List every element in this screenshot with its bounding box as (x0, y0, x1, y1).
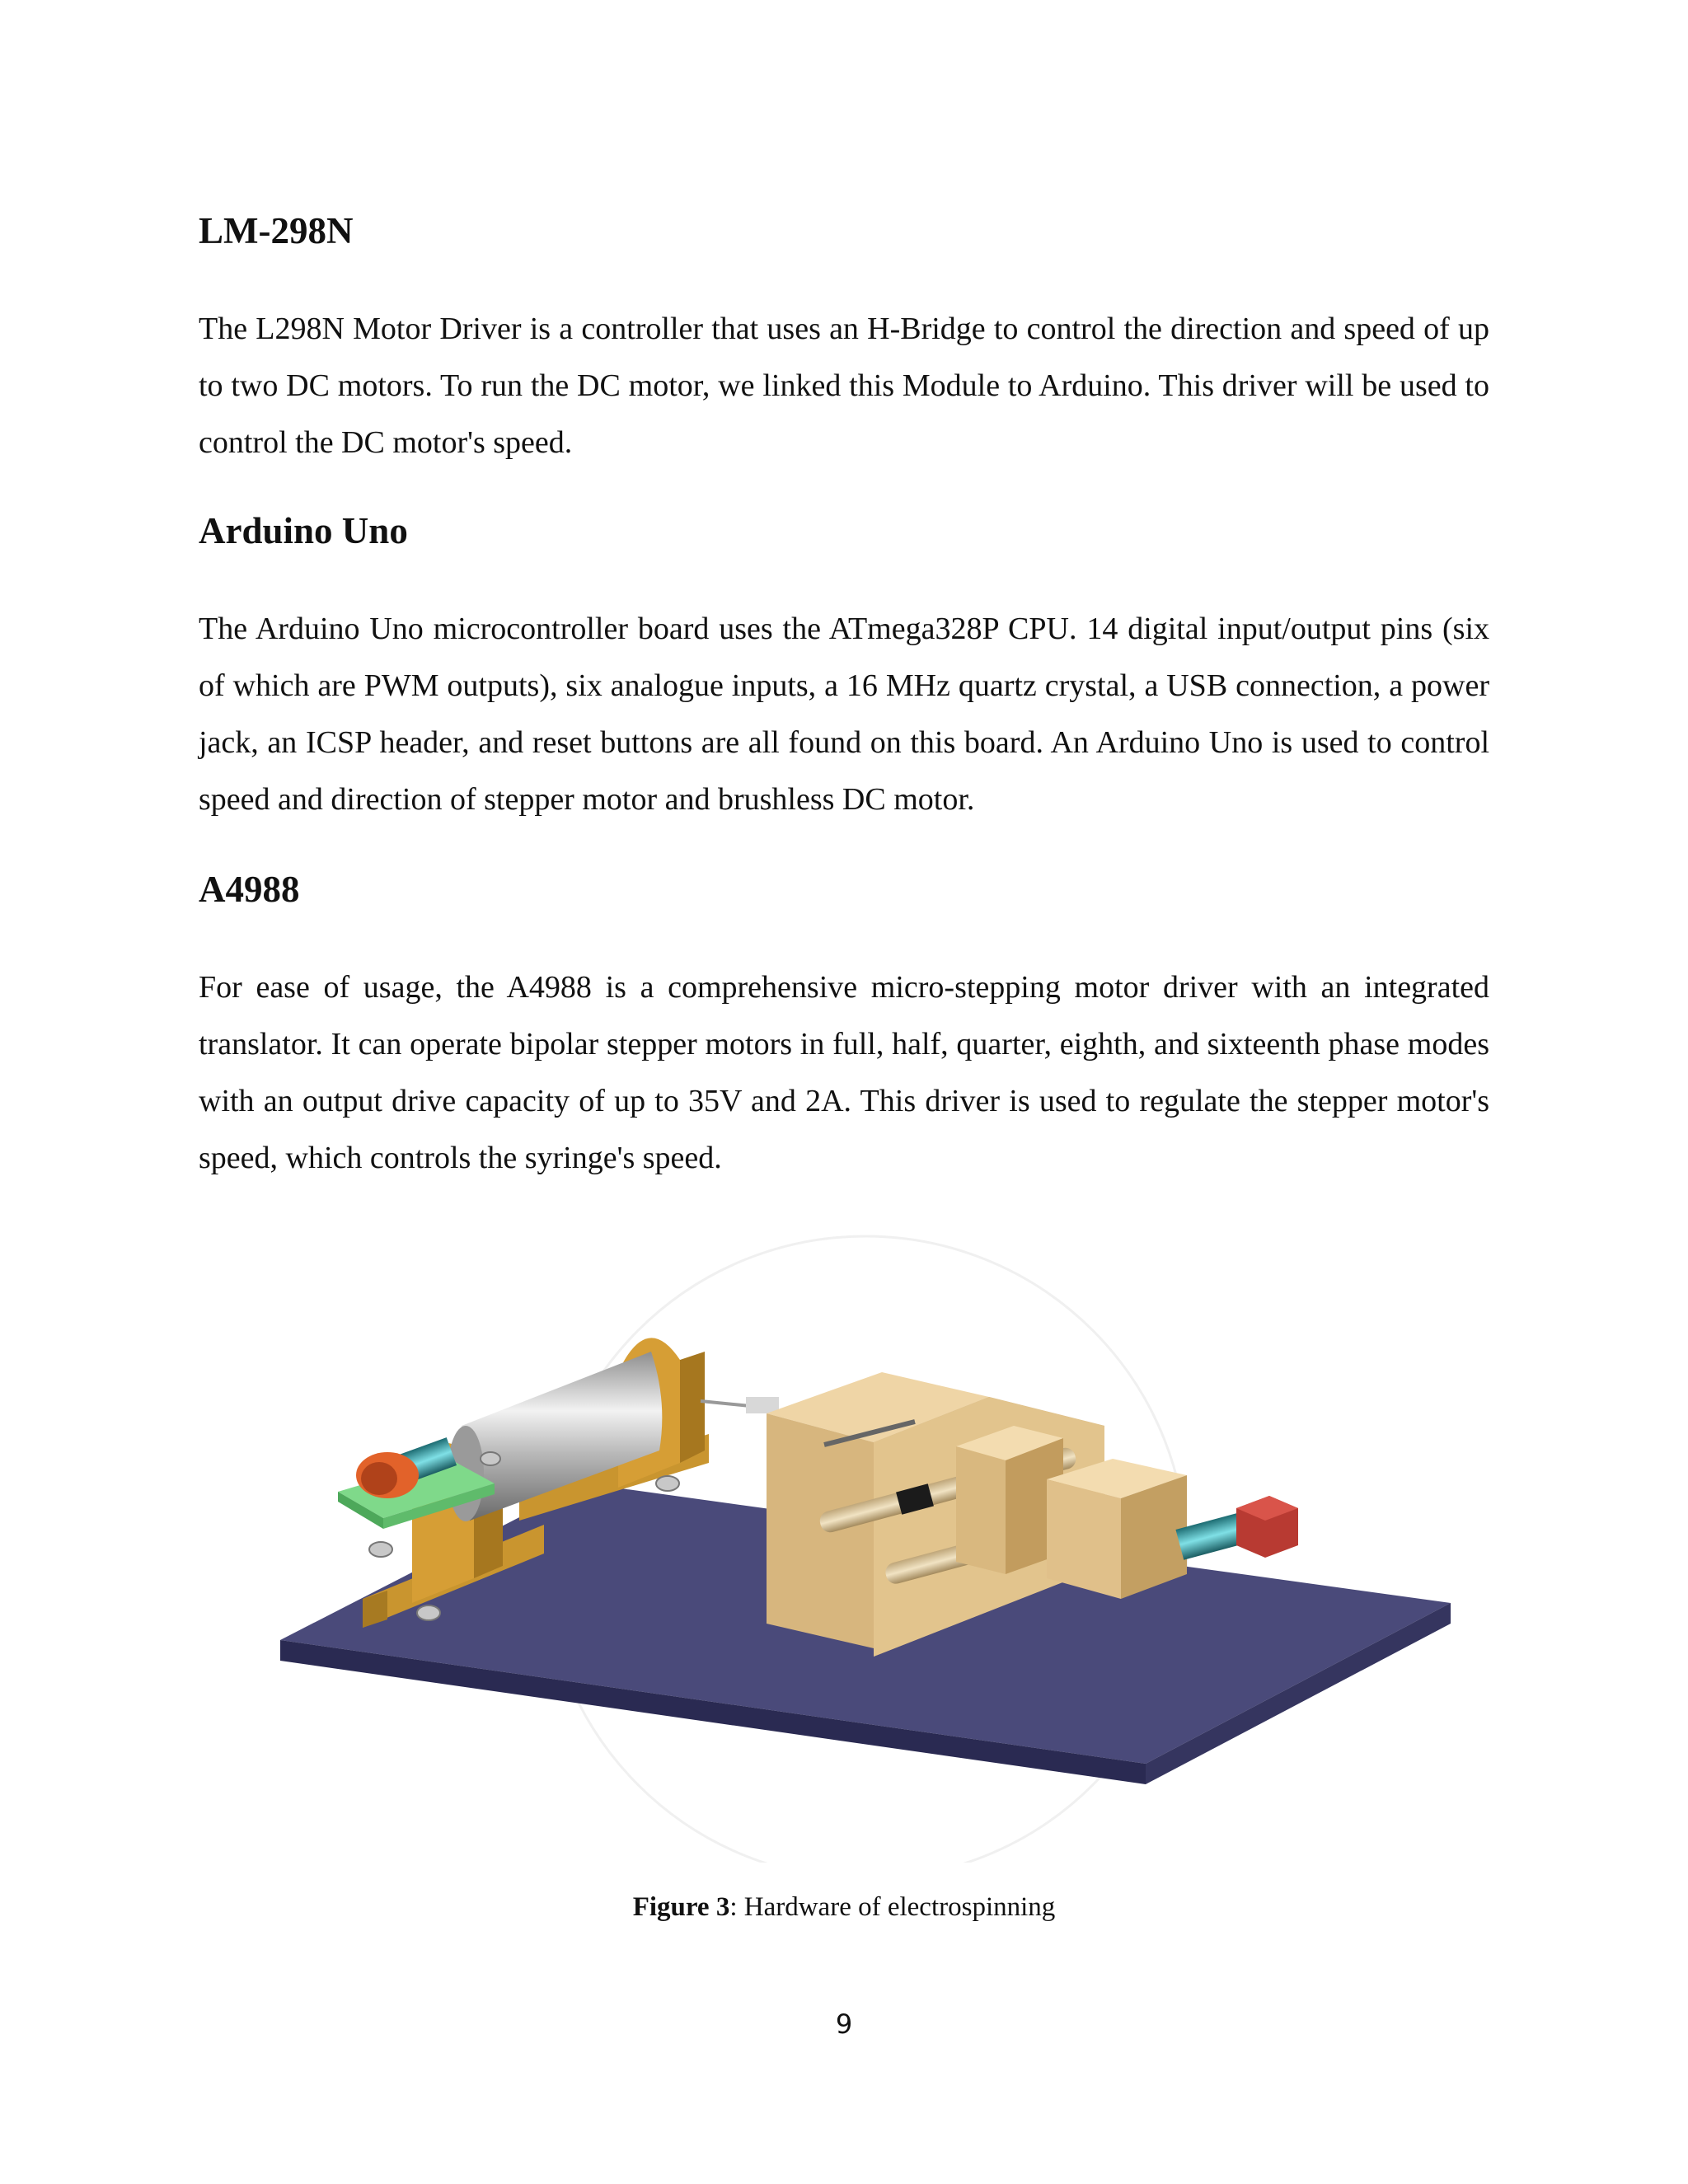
section-heading-a4988: A4988 (199, 869, 300, 910)
section-body-lm298n: The L298N Motor Driver is a controller that uses an H-Bridge to control the direction and speed of up to two DC motors. To run the DC motor, we linked this Module to Arduino. This driver will be used to control the DC motor's speed. (199, 312, 1489, 460)
figure-label: Figure 3 (632, 1892, 730, 1922)
syringe-needle (701, 1397, 779, 1413)
stepper-motor (1175, 1496, 1298, 1560)
page-number: 9 (835, 2008, 853, 2040)
section-heading-lm298n: LM-298N (199, 210, 354, 251)
section-body-a4988: For ease of usage, the A4988 is a comprehensive micro-stepping motor driver with an integrated translator. It can operate bipolar stepper motors in full, half, quarter, eighth, and sixteenth phase modes with an output drive capacity of up to 35V and 2A. This driver is used to regulate the stepper motor's speed, which controls the syringe's speed. (199, 970, 1489, 1175)
figure-caption (0, 1892, 1688, 1923)
figure-caption-text: : Hardware of electrospinning (729, 1892, 1056, 1922)
section-body-arduino-uno: The Arduino Uno microcontroller board uses the ATmega328P CPU. 14 digital input/output pins (six of which are PWM outputs), six analogue inputs, a 16 MHz quartz crystal, a USB connection, a power jack, an ICSP header, and reset buttons are all found on this board. An Arduino Uno is used to control speed and direction of stepper motor and brushless DC motor. (199, 612, 1489, 817)
hardware-figure-image (272, 1212, 1475, 1863)
section-heading-arduino-uno: Arduino Uno (199, 510, 408, 551)
